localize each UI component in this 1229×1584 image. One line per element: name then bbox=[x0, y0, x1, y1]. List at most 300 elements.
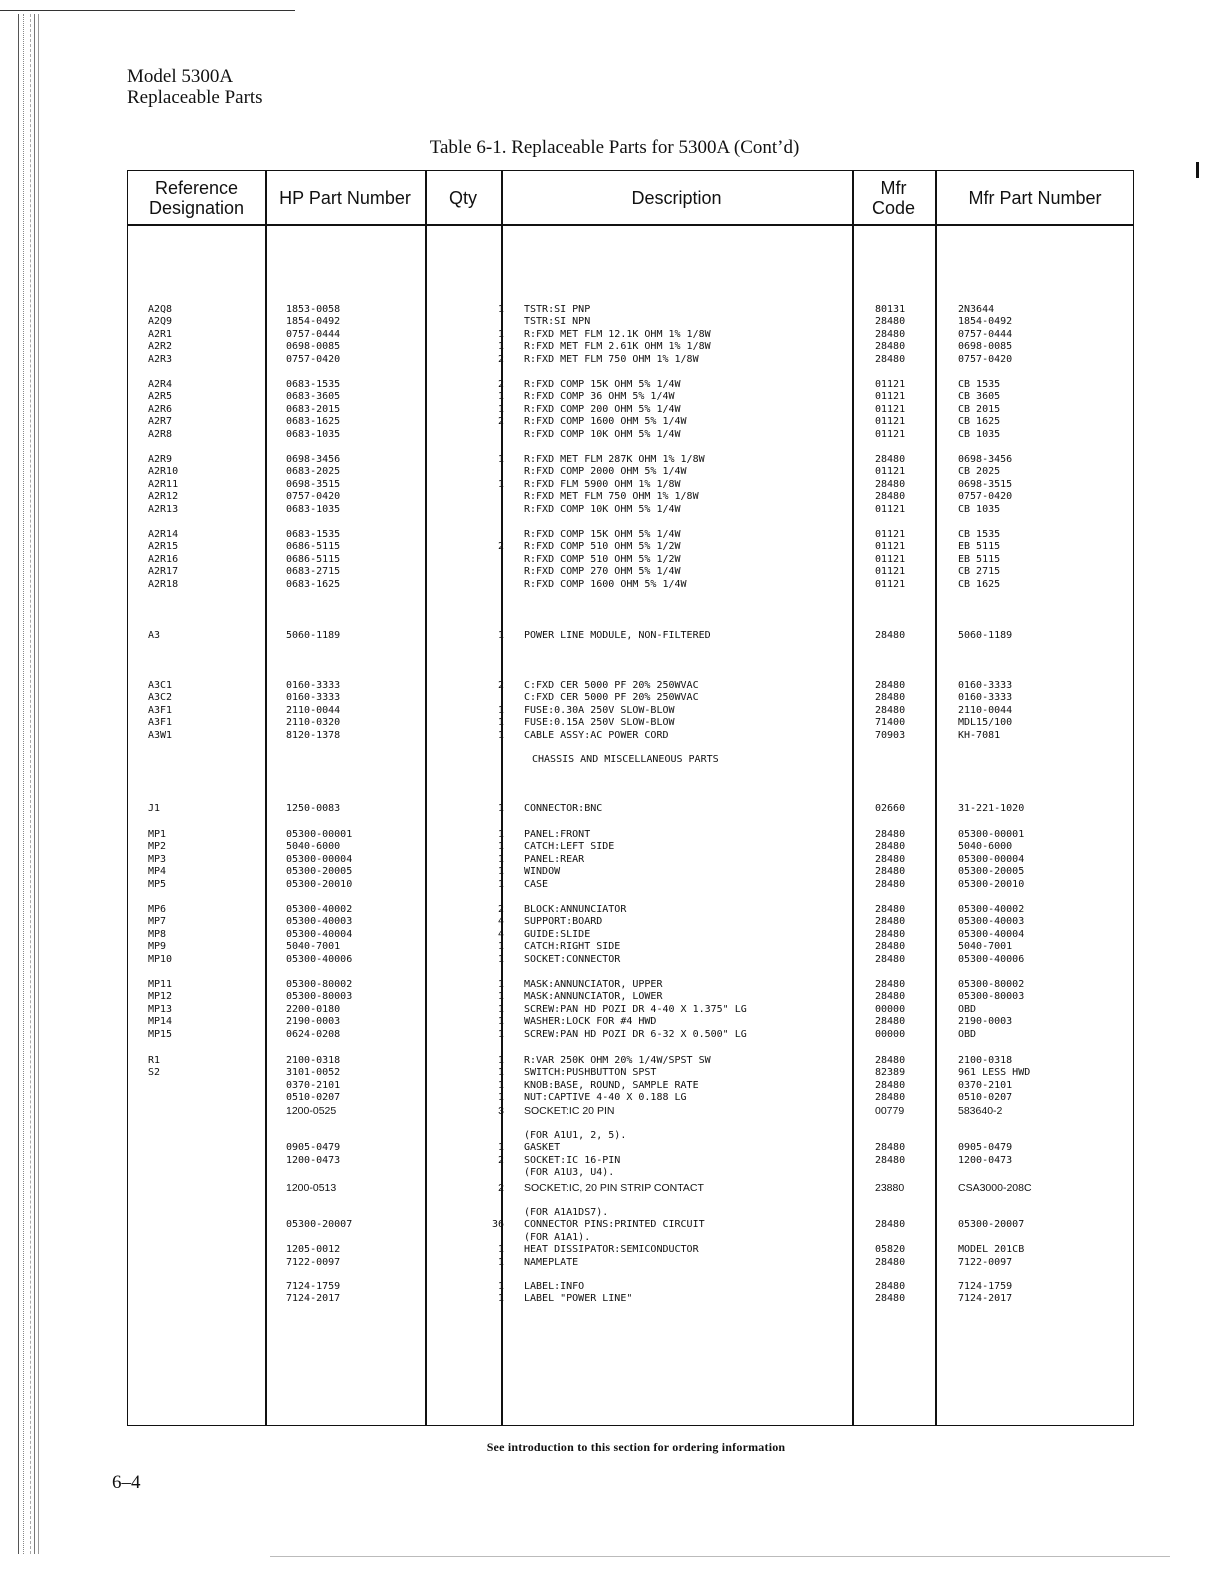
table-row bbox=[128, 1004, 1135, 1017]
hp-part-cell: 2100-0318 bbox=[286, 1054, 341, 1066]
reference-cell: A2R13 bbox=[148, 503, 179, 515]
mfr-part-cell: CB 3605 bbox=[958, 391, 1001, 403]
mfr-code-cell: 28480 bbox=[875, 453, 906, 465]
mfr-code-cell: 28480 bbox=[875, 1079, 906, 1091]
mfr-part-cell: CB 2015 bbox=[958, 403, 1001, 415]
description-cell: MASK:ANNUNCIATOR, LOWER bbox=[524, 991, 663, 1003]
qty-cell: 1 bbox=[497, 453, 504, 465]
reference-cell: A3W1 bbox=[148, 729, 173, 741]
mfr-part-cell: 05300-40002 bbox=[958, 903, 1025, 915]
description-cell: R:FXD MET FLM 2.61K OHM 1% 1/8W bbox=[524, 341, 711, 353]
qty-cell: 1 bbox=[497, 1079, 504, 1091]
qty-cell: 1 bbox=[497, 1016, 504, 1028]
mfr-code-cell: 28480 bbox=[875, 1016, 906, 1028]
mfr-part-cell: 2N3644 bbox=[958, 303, 995, 315]
description-cell: TSTR:SI PNP bbox=[524, 303, 591, 315]
hp-part-cell: 2110-0320 bbox=[286, 717, 341, 729]
page-number: 6–4 bbox=[112, 1472, 141, 1493]
mfr-part-cell: 7124-1759 bbox=[958, 1280, 1013, 1292]
hp-part-cell: 7124-1759 bbox=[286, 1280, 341, 1292]
mfr-code-cell: 01121 bbox=[875, 578, 906, 590]
table-row bbox=[128, 1080, 1135, 1093]
hp-part-cell: 1200-0513 bbox=[286, 1181, 337, 1194]
reference-cell: A2R16 bbox=[148, 553, 179, 565]
table-row bbox=[128, 554, 1135, 567]
description-cell: WASHER:LOCK FOR #4 HWD bbox=[524, 1016, 657, 1028]
mfr-part-cell: 05300-20007 bbox=[958, 1219, 1025, 1231]
mfr-code-cell: 28480 bbox=[875, 1293, 906, 1305]
description-cell: CONNECTOR:BNC bbox=[524, 802, 603, 814]
description-cell: C:FXD CER 5000 PF 20% 250WVAC bbox=[524, 679, 699, 691]
table-row bbox=[128, 391, 1135, 404]
mfr-code-cell: 28480 bbox=[875, 903, 906, 915]
reference-cell: A2Q9 bbox=[148, 316, 173, 328]
hp-part-cell: 05300-80003 bbox=[286, 991, 353, 1003]
hp-part-cell: 0757-0420 bbox=[286, 491, 341, 503]
mfr-code-cell: 28480 bbox=[875, 316, 906, 328]
scan-binding-edge-4 bbox=[38, 14, 40, 1554]
description-cell: R:FXD COMP 1600 OHM 5% 1/4W bbox=[524, 416, 687, 428]
qty-cell: 2 bbox=[497, 541, 504, 553]
mfr-part-cell: CB 2715 bbox=[958, 566, 1001, 578]
description-cell: GASKET bbox=[524, 1142, 561, 1154]
reference-cell: S2 bbox=[148, 1067, 161, 1079]
hp-part-cell: 05300-40002 bbox=[286, 903, 353, 915]
hp-part-cell: 0683-2025 bbox=[286, 466, 341, 478]
table-row bbox=[128, 705, 1135, 718]
reference-cell: A2R1 bbox=[148, 328, 173, 340]
scan-binding-edge-3 bbox=[34, 14, 36, 1554]
hp-part-cell: 0160-3333 bbox=[286, 692, 341, 704]
description-cell: (FOR A1A1). bbox=[524, 1231, 591, 1243]
section-label: Replaceable Parts bbox=[127, 87, 263, 108]
hp-part-cell: 2190-0003 bbox=[286, 1016, 341, 1028]
table-row bbox=[128, 680, 1135, 693]
mfr-code-cell: 28480 bbox=[875, 1142, 906, 1154]
table-row bbox=[128, 329, 1135, 342]
hp-part-cell: 0683-1625 bbox=[286, 578, 341, 590]
section-heading: CHASSIS AND MISCELLANEOUS PARTS bbox=[532, 753, 719, 765]
mfr-code-cell: 01121 bbox=[875, 416, 906, 428]
qty-cell: 1 bbox=[497, 1293, 504, 1305]
hp-part-cell: 0757-0420 bbox=[286, 353, 341, 365]
mfr-code-cell: 01121 bbox=[875, 466, 906, 478]
mfr-part-cell: 7122-0097 bbox=[958, 1256, 1013, 1268]
description-cell: SCREW:PAN HD POZI DR 4-40 X 1.375" LG bbox=[524, 1003, 747, 1015]
mfr-part-cell: 7124-2017 bbox=[958, 1293, 1013, 1305]
description-cell: R:FXD COMP 200 OHM 5% 1/4W bbox=[524, 403, 681, 415]
qty-cell: 36 bbox=[491, 1219, 504, 1231]
table-row bbox=[128, 730, 1135, 743]
table-row bbox=[128, 954, 1135, 967]
mfr-code-cell: 01121 bbox=[875, 503, 906, 515]
reference-cell: MP3 bbox=[148, 853, 167, 865]
description-cell: SUPPORT:BOARD bbox=[524, 916, 603, 928]
description-cell: TSTR:SI NPN bbox=[524, 316, 591, 328]
table-row bbox=[128, 541, 1135, 554]
scan-binding-edge bbox=[18, 14, 24, 1554]
description-cell: MASK:ANNUNCIATOR, UPPER bbox=[524, 978, 663, 990]
description-cell: R:FXD COMP 10K OHM 5% 1/4W bbox=[524, 428, 681, 440]
table-row bbox=[128, 916, 1135, 929]
hp-part-cell: 0624-0208 bbox=[286, 1028, 341, 1040]
table-row bbox=[128, 404, 1135, 417]
mfr-code-cell: 80131 bbox=[875, 303, 906, 315]
mfr-part-cell: 5060-1189 bbox=[958, 629, 1013, 641]
qty-cell: 1 bbox=[497, 802, 504, 814]
description-cell: POWER LINE MODULE, NON-FILTERED bbox=[524, 629, 711, 641]
hp-part-cell: 05300-20005 bbox=[286, 866, 353, 878]
mfr-part-cell: CB 1035 bbox=[958, 503, 1001, 515]
hp-part-cell: 05300-40004 bbox=[286, 928, 353, 940]
hp-part-cell: 05300-20007 bbox=[286, 1219, 353, 1231]
table-row bbox=[128, 1155, 1135, 1168]
table-row bbox=[128, 566, 1135, 579]
table-row bbox=[128, 929, 1135, 942]
qty-cell: 1 bbox=[497, 941, 504, 953]
hp-part-cell: 0686-5115 bbox=[286, 553, 341, 565]
description-cell: R:FXD FLM 5900 OHM 1% 1/8W bbox=[524, 478, 681, 490]
hp-part-cell: 8120-1378 bbox=[286, 729, 341, 741]
table-row bbox=[128, 1142, 1135, 1155]
qty-cell: 1 bbox=[497, 729, 504, 741]
table-row bbox=[128, 854, 1135, 867]
mfr-code-cell: 01121 bbox=[875, 403, 906, 415]
mfr-code-cell: 01121 bbox=[875, 378, 906, 390]
reference-cell: A2R4 bbox=[148, 378, 173, 390]
table-row bbox=[128, 304, 1135, 317]
qty-cell: 2 bbox=[498, 1181, 504, 1194]
mfr-code-cell: 28480 bbox=[875, 341, 906, 353]
hp-part-cell: 1200-0473 bbox=[286, 1154, 341, 1166]
hp-part-cell: 0683-2715 bbox=[286, 566, 341, 578]
hp-part-cell: 1200-0525 bbox=[286, 1104, 337, 1117]
hp-part-cell: 05300-20010 bbox=[286, 878, 353, 890]
mfr-part-cell: OBD bbox=[958, 1003, 977, 1015]
description-cell: CASE bbox=[524, 878, 549, 890]
hp-part-cell: 0683-1535 bbox=[286, 528, 341, 540]
reference-cell: A2R6 bbox=[148, 403, 173, 415]
qty-cell: 2 bbox=[497, 1154, 504, 1166]
table-row bbox=[128, 1167, 1135, 1180]
mfr-part-cell: 05300-20005 bbox=[958, 866, 1025, 878]
mfr-code-cell: 71400 bbox=[875, 717, 906, 729]
table-row bbox=[128, 1219, 1135, 1232]
mfr-code-cell: 28480 bbox=[875, 1054, 906, 1066]
qty-cell: 1 bbox=[497, 1244, 504, 1256]
description-cell: CATCH:RIGHT SIDE bbox=[524, 941, 621, 953]
parts-table bbox=[127, 170, 1134, 1426]
hp-part-cell: 3101-0052 bbox=[286, 1067, 341, 1079]
hp-part-cell: 5040-7001 bbox=[286, 941, 341, 953]
table-row bbox=[128, 316, 1135, 329]
qty-cell: 2 bbox=[497, 903, 504, 915]
description-cell: R:VAR 250K OHM 20% 1/4W/SPST SW bbox=[524, 1054, 711, 1066]
table-row bbox=[128, 866, 1135, 879]
description-cell: LABEL:INFO bbox=[524, 1280, 585, 1292]
mfr-part-cell: 0510-0207 bbox=[958, 1092, 1013, 1104]
qty-cell: 1 bbox=[497, 391, 504, 403]
mfr-part-cell: 31-221-1020 bbox=[958, 802, 1025, 814]
table-title: Table 6-1. Replaceable Parts for 5300A (Cont’d) bbox=[429, 137, 800, 158]
qty-cell: 2 bbox=[497, 679, 504, 691]
hp-part-cell: 2200-0180 bbox=[286, 1003, 341, 1015]
col-header-mfr-code: Mfr Code bbox=[871, 177, 916, 218]
reference-cell: A2R9 bbox=[148, 453, 173, 465]
mfr-code-cell: 28480 bbox=[875, 629, 906, 641]
reference-cell: A2R15 bbox=[148, 541, 179, 553]
table-row bbox=[128, 1130, 1135, 1143]
reference-cell: MP14 bbox=[148, 1016, 173, 1028]
description-cell: KNOB:BASE, ROUND, SAMPLE RATE bbox=[524, 1079, 699, 1091]
mfr-code-cell: 28480 bbox=[875, 866, 906, 878]
description-cell: (FOR A1A1DS7). bbox=[524, 1206, 609, 1218]
qty-cell: 4 bbox=[497, 916, 504, 928]
mfr-part-cell: 0905-0479 bbox=[958, 1142, 1013, 1154]
col-header-mfr-part-number: Mfr Part Number bbox=[968, 187, 1102, 208]
mfr-part-cell: 961 LESS HWD bbox=[958, 1067, 1031, 1079]
qty-cell: 1 bbox=[497, 978, 504, 990]
reference-cell: MP15 bbox=[148, 1028, 173, 1040]
description-cell: CABLE ASSY:AC POWER CORD bbox=[524, 729, 669, 741]
description-cell: FUSE:0.15A 250V SLOW-BLOW bbox=[524, 717, 675, 729]
description-cell: CONNECTOR PINS:PRINTED CIRCUIT bbox=[524, 1219, 705, 1231]
mfr-code-cell: 28480 bbox=[875, 491, 906, 503]
mfr-code-cell: 28480 bbox=[875, 841, 906, 853]
reference-cell: R1 bbox=[148, 1054, 161, 1066]
reference-cell: A2R18 bbox=[148, 578, 179, 590]
mfr-code-cell: 01121 bbox=[875, 428, 906, 440]
description-cell: LABEL "POWER LINE" bbox=[524, 1293, 633, 1305]
mfr-part-cell: EB 5115 bbox=[958, 541, 1001, 553]
hp-part-cell: 05300-40006 bbox=[286, 953, 353, 965]
mfr-part-cell: 0370-2101 bbox=[958, 1079, 1013, 1091]
mfr-code-cell: 28480 bbox=[875, 878, 906, 890]
scan-right-mark bbox=[1196, 162, 1199, 178]
model-label: Model 5300A bbox=[127, 66, 234, 87]
mfr-part-cell: 1854-0492 bbox=[958, 316, 1013, 328]
hp-part-cell: 5060-1189 bbox=[286, 629, 341, 641]
mfr-code-cell: 28480 bbox=[875, 704, 906, 716]
table-row bbox=[128, 904, 1135, 917]
table-row bbox=[128, 1293, 1135, 1306]
mfr-code-cell: 01121 bbox=[875, 528, 906, 540]
mfr-part-cell: 05300-80002 bbox=[958, 978, 1025, 990]
mfr-part-cell: CB 1625 bbox=[958, 578, 1001, 590]
reference-cell: A2R14 bbox=[148, 528, 179, 540]
description-cell: C:FXD CER 5000 PF 20% 250WVAC bbox=[524, 692, 699, 704]
reference-cell: A2R11 bbox=[148, 478, 179, 490]
description-cell: R:FXD COMP 15K OHM 5% 1/4W bbox=[524, 528, 681, 540]
mfr-part-cell: 05300-40006 bbox=[958, 953, 1025, 965]
table-row bbox=[128, 1055, 1135, 1068]
description-cell: R:FXD COMP 510 OHM 5% 1/2W bbox=[524, 541, 681, 553]
table-row bbox=[128, 454, 1135, 467]
reference-cell: MP5 bbox=[148, 878, 167, 890]
qty-cell: 1 bbox=[497, 1028, 504, 1040]
qty-cell: 1 bbox=[497, 866, 504, 878]
reference-cell: A3C2 bbox=[148, 692, 173, 704]
mfr-code-cell: 28480 bbox=[875, 1256, 906, 1268]
mfr-part-cell: 0757-0444 bbox=[958, 328, 1013, 340]
hp-part-cell: 0698-0085 bbox=[286, 341, 341, 353]
scan-bottom-rule bbox=[270, 1556, 1170, 1557]
mfr-part-cell: MDL15/100 bbox=[958, 717, 1013, 729]
description-cell: R:FXD MET FLM 12.1K OHM 1% 1/8W bbox=[524, 328, 711, 340]
mfr-code-cell: 82389 bbox=[875, 1067, 906, 1079]
table-row bbox=[128, 504, 1135, 517]
reference-cell: A3 bbox=[148, 629, 161, 641]
mfr-part-cell: 1200-0473 bbox=[958, 1154, 1013, 1166]
hp-part-cell: 0683-3605 bbox=[286, 391, 341, 403]
qty-cell: 1 bbox=[497, 717, 504, 729]
qty-cell: 1 bbox=[497, 1054, 504, 1066]
reference-cell: A2R8 bbox=[148, 428, 173, 440]
hp-part-cell: 05300-40003 bbox=[286, 916, 353, 928]
scan-top-rule bbox=[0, 10, 295, 11]
hp-part-cell: 05300-00004 bbox=[286, 853, 353, 865]
table-row bbox=[128, 991, 1135, 1004]
hp-part-cell: 1854-0492 bbox=[286, 316, 341, 328]
mfr-part-cell: 0757-0420 bbox=[958, 491, 1013, 503]
description-cell: (FOR A1U3, U4). bbox=[524, 1167, 615, 1179]
hp-part-cell: 0686-5115 bbox=[286, 541, 341, 553]
reference-cell: A3F1 bbox=[148, 704, 173, 716]
mfr-code-cell: 28480 bbox=[875, 828, 906, 840]
hp-part-cell: 7124-2017 bbox=[286, 1293, 341, 1305]
mfr-code-cell: 28480 bbox=[875, 353, 906, 365]
qty-cell: 1 bbox=[497, 303, 504, 315]
reference-cell: A3F1 bbox=[148, 717, 173, 729]
mfr-part-cell: 0698-0085 bbox=[958, 341, 1013, 353]
qty-cell: 1 bbox=[497, 403, 504, 415]
qty-cell: 1 bbox=[497, 878, 504, 890]
hp-part-cell: 0510-0207 bbox=[286, 1092, 341, 1104]
reference-cell: MP1 bbox=[148, 828, 167, 840]
page-header bbox=[127, 66, 263, 108]
mfr-code-cell: 01121 bbox=[875, 553, 906, 565]
reference-cell: A3C1 bbox=[148, 679, 173, 691]
reference-cell: A2R5 bbox=[148, 391, 173, 403]
mfr-part-cell: 5040-6000 bbox=[958, 841, 1013, 853]
col-header-description: Description bbox=[631, 187, 722, 208]
hp-part-cell: 0683-1035 bbox=[286, 428, 341, 440]
reference-cell: A2R10 bbox=[148, 466, 179, 478]
mfr-part-cell: 05300-20010 bbox=[958, 878, 1025, 890]
table-row bbox=[128, 979, 1135, 992]
description-cell: PANEL:REAR bbox=[524, 853, 585, 865]
table-row bbox=[128, 1182, 1135, 1195]
reference-cell: A2R17 bbox=[148, 566, 179, 578]
mfr-code-cell: 01121 bbox=[875, 541, 906, 553]
description-cell: SWITCH:PUSHBUTTON SPST bbox=[524, 1067, 657, 1079]
table-row bbox=[128, 579, 1135, 592]
mfr-code-cell: 02660 bbox=[875, 802, 906, 814]
reference-cell: MP12 bbox=[148, 991, 173, 1003]
description-cell: PANEL:FRONT bbox=[524, 828, 591, 840]
mfr-part-cell: OBD bbox=[958, 1028, 977, 1040]
qty-cell: 1 bbox=[497, 853, 504, 865]
mfr-part-cell: 2190-0003 bbox=[958, 1016, 1013, 1028]
col-header-reference: Reference Designation bbox=[148, 177, 245, 218]
reference-cell: A2R3 bbox=[148, 353, 173, 365]
mfr-code-cell: 28480 bbox=[875, 692, 906, 704]
mfr-part-cell: CB 1035 bbox=[958, 428, 1001, 440]
hp-part-cell: 05300-80002 bbox=[286, 978, 353, 990]
reference-cell: MP8 bbox=[148, 928, 167, 940]
qty-cell: 1 bbox=[497, 478, 504, 490]
hp-part-cell: 0683-1625 bbox=[286, 416, 341, 428]
mfr-part-cell: EB 5115 bbox=[958, 553, 1001, 565]
mfr-part-cell: 0757-0420 bbox=[958, 353, 1013, 365]
table-row bbox=[128, 1029, 1135, 1042]
table-row bbox=[128, 879, 1135, 892]
table-row bbox=[128, 717, 1135, 730]
description-cell: SOCKET:CONNECTOR bbox=[524, 953, 621, 965]
reference-cell: A2Q8 bbox=[148, 303, 173, 315]
table-row bbox=[128, 1016, 1135, 1029]
hp-part-cell: 0698-3515 bbox=[286, 478, 341, 490]
reference-cell: MP10 bbox=[148, 953, 173, 965]
mfr-part-cell: 05300-40003 bbox=[958, 916, 1025, 928]
hp-part-cell: 0160-3333 bbox=[286, 679, 341, 691]
mfr-part-cell: KH-7081 bbox=[958, 729, 1001, 741]
table-row bbox=[128, 630, 1135, 643]
hp-part-cell: 1205-0012 bbox=[286, 1244, 341, 1256]
table-row bbox=[128, 354, 1135, 367]
description-cell: R:FXD COMP 1600 OHM 5% 1/4W bbox=[524, 578, 687, 590]
mfr-code-cell: 28480 bbox=[875, 679, 906, 691]
table-row bbox=[128, 829, 1135, 842]
description-cell: R:FXD MET FLM 750 OHM 1% 1/8W bbox=[524, 353, 699, 365]
table-row bbox=[128, 1232, 1135, 1245]
mfr-part-cell: 0698-3456 bbox=[958, 453, 1013, 465]
description-cell: R:FXD COMP 2000 OHM 5% 1/4W bbox=[524, 466, 687, 478]
mfr-code-cell: 23880 bbox=[875, 1181, 905, 1194]
col-header-qty: Qty bbox=[448, 187, 477, 208]
qty-cell: 1 bbox=[497, 953, 504, 965]
qty-cell: 1 bbox=[497, 629, 504, 641]
qty-cell: 4 bbox=[497, 928, 504, 940]
reference-cell: MP9 bbox=[148, 941, 167, 953]
mfr-part-cell: 0698-3515 bbox=[958, 478, 1013, 490]
header-divider bbox=[128, 224, 1133, 226]
ordering-note: See introduction to this section for ordering information bbox=[486, 1440, 786, 1454]
hp-part-cell: 0683-1035 bbox=[286, 503, 341, 515]
table-row bbox=[128, 1257, 1135, 1270]
qty-cell: 1 bbox=[497, 328, 504, 340]
description-cell: NUT:CAPTIVE 4-40 X 0.188 LG bbox=[524, 1092, 687, 1104]
description-cell: R:FXD MET FLM 287K OHM 1% 1/8W bbox=[524, 453, 705, 465]
mfr-part-cell: 583640-2 bbox=[958, 1104, 1003, 1117]
reference-cell: MP11 bbox=[148, 978, 173, 990]
qty-cell: 1 bbox=[497, 1280, 504, 1292]
description-cell: GUIDE:SLIDE bbox=[524, 928, 591, 940]
description-cell: R:FXD COMP 270 OHM 5% 1/4W bbox=[524, 566, 681, 578]
description-cell: HEAT DISSIPATOR:SEMICONDUCTOR bbox=[524, 1244, 699, 1256]
table-row bbox=[128, 429, 1135, 442]
description-cell: (FOR A1U1, 2, 5). bbox=[524, 1129, 627, 1141]
reference-cell: MP13 bbox=[148, 1003, 173, 1015]
qty-cell: 2 bbox=[497, 378, 504, 390]
qty-cell: 1 bbox=[497, 341, 504, 353]
mfr-part-cell: CSA3000-208C bbox=[958, 1181, 1032, 1194]
table-row bbox=[128, 692, 1135, 705]
hp-part-cell: 1853-0058 bbox=[286, 303, 341, 315]
mfr-part-cell: 0160-3333 bbox=[958, 692, 1013, 704]
scan-binding-edge-2 bbox=[30, 14, 33, 1554]
table-row bbox=[128, 529, 1135, 542]
